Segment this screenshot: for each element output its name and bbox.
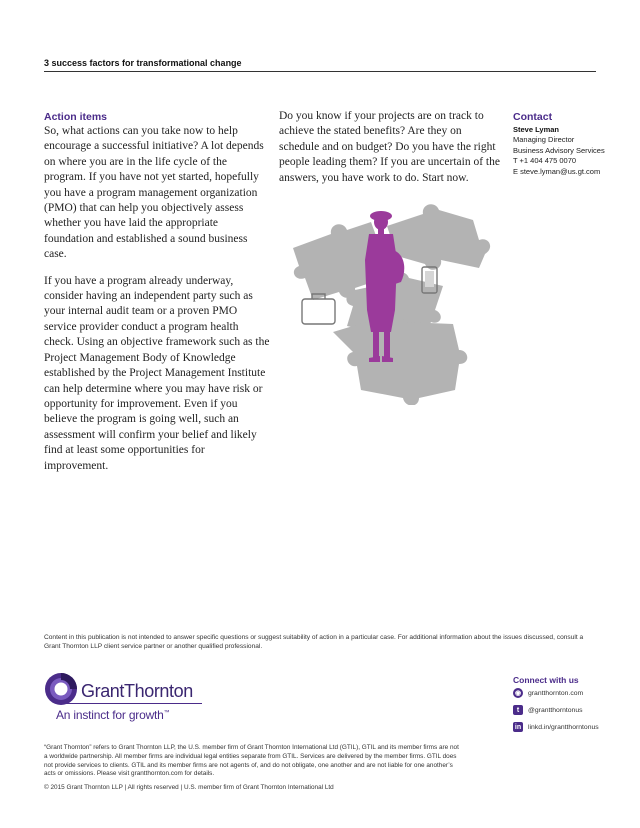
middle-column-text: Do you know if your projects are on track to achieve the stated benefits? Are they on schedule and on budget? Do you have the right people leading them? If you are uncertain of the answers, you have work to do. Start now.	[279, 110, 500, 184]
puzzle-woman-illustration	[283, 200, 508, 405]
trademark-symbol: ™	[163, 710, 170, 716]
social-link-website[interactable]	[513, 688, 583, 698]
logo-rule	[56, 703, 202, 704]
social-link-twitter[interactable]	[513, 705, 583, 715]
contact-phone: T +1 404 475 0070	[513, 156, 577, 166]
copyright-text: © 2015 Grant Thornton LLP | All rights reserved | U.S. member firm of Grant Thornton International Ltd	[44, 784, 334, 791]
disclaimer-text: Content in this publication is not intended to answer specific questions or suggest suitability of action in a particular case. For additional information about the issues discussed, consult a Grant Thornton LLP client service partner or another qualified professional.	[44, 634, 584, 650]
action-items-body	[44, 124, 270, 485]
contact-department: Business Advisory Services	[513, 145, 605, 155]
contact-email[interactable]: E steve.lyman@us.gt.com	[513, 166, 601, 176]
logo-wordmark: GrantThornton	[81, 681, 193, 701]
social-link-linkedin[interactable]	[513, 722, 599, 732]
contact-heading: Contact	[513, 111, 553, 123]
connect-heading: Connect with us	[513, 675, 579, 685]
action-items-paragraph-1: So, what actions can you take now to help encourage a successful initiative? A lot depends on where you are in the life cycle of the program. If you have not yet started, hopefully you have a program management organization (PMO) that can help you objectively assess whether you have laid the appropriate foundation and established a sound business case.	[44, 125, 264, 261]
contact-name: Steve Lyman	[513, 125, 559, 134]
social-label: grantthornton.com	[528, 689, 584, 697]
tagline-text: An instinct for growth	[56, 708, 164, 722]
social-label: linkd.in/grantthorntonus	[528, 723, 599, 731]
header-rule	[44, 71, 596, 72]
action-items-heading: Action items	[44, 111, 108, 123]
running-title: 3 success factors for transformational change	[44, 58, 242, 68]
linkedin-icon: in	[514, 723, 522, 731]
logo-tagline	[56, 708, 169, 722]
contact-title: Managing Director	[513, 135, 575, 144]
puzzle-piece	[333, 316, 467, 405]
action-items-paragraph-2: If you have a program already underway, consider having an independent party such as your internal audit team or a proven PMO service provider conduct a program health check. Using an objective framework such as the Project Management Body of Knowledge established by the Project Management Institute can help determine where you may have risk or opportunity for improvement. Even if you believe the program is going well, such an assessment will confirm your belief and likely find at least some opportunities for improvement.	[44, 274, 270, 472]
globe-icon: ◉	[514, 690, 522, 697]
social-label: @grantthorntonus	[528, 706, 583, 714]
twitter-icon: t	[513, 705, 523, 715]
contact-block	[513, 124, 613, 177]
legal-text: “Grant Thornton” refers to Grant Thornton LLP, the U.S. member firm of Grant Thornton International Ltd (GTIL), GTIL and its member firms are not a worldwide partnership. All member firms are individual legal entities separate from GTIL. Services are delivered by the member firms. GTIL does not provide services to clients. GTIL and its member firms are not agents of, and do not obligate, one another and are not liable for one another’s acts or omissions. Please visit grantthornton.com for details.	[44, 744, 459, 778]
grant-thornton-logo-mark-icon	[44, 672, 78, 706]
briefcase-icon	[302, 294, 335, 324]
